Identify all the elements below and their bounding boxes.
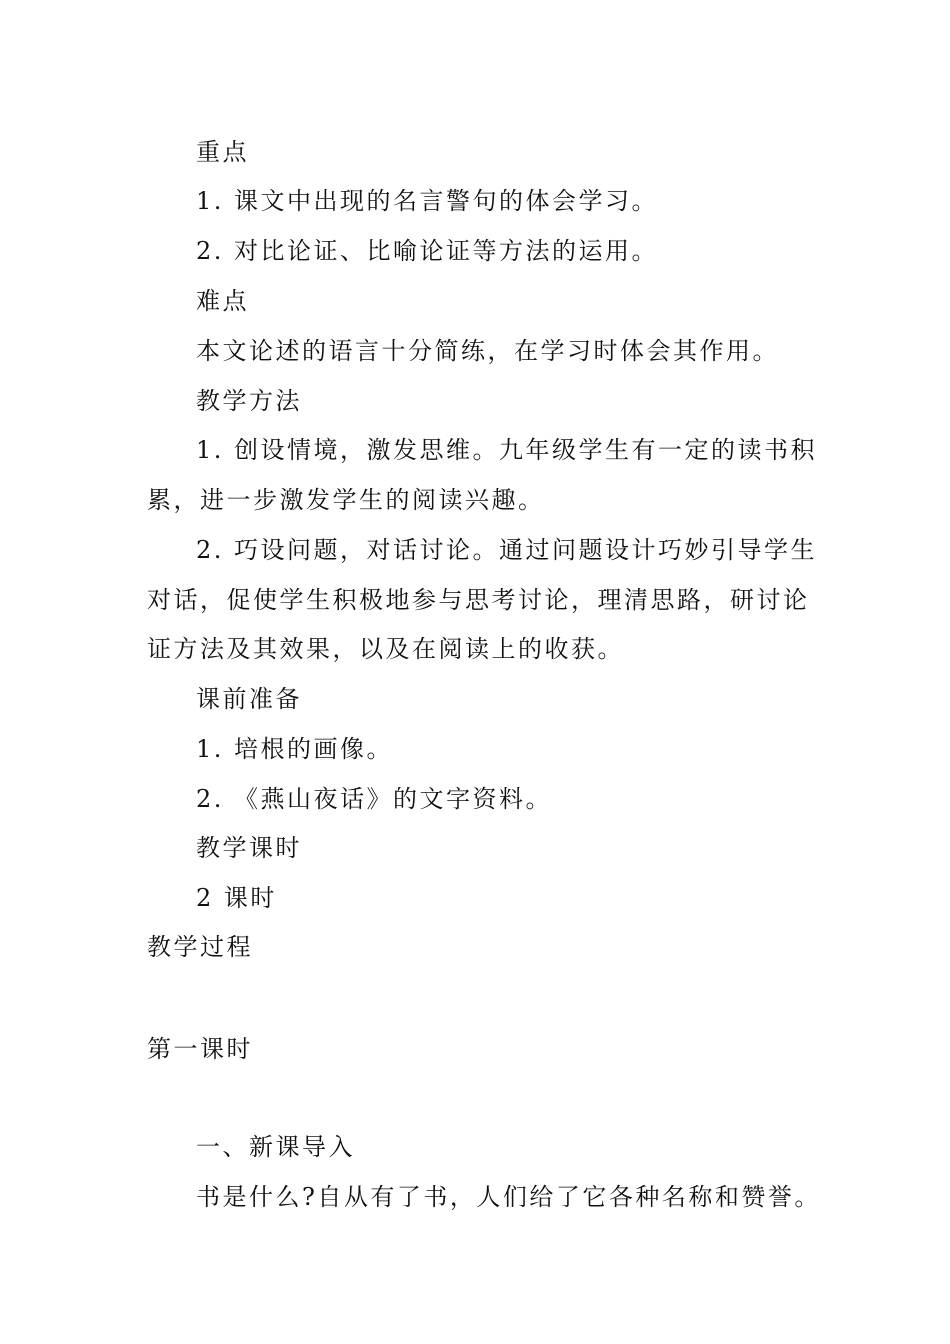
class-hours-value: 2 课时 [196,884,277,912]
section-new-lesson-intro: 一、新课导入 [196,1133,355,1161]
preparation-2: 2. 《燕山夜话》的文字资料。 [196,785,553,813]
heading-key-points: 重点 [196,138,249,166]
intro-paragraph: 书是什么?自从有了书，人们给了它各种名称和赞誉。 [196,1183,821,1211]
key-point-1: 1. 课文中出现的名言警句的体会学习。 [196,187,659,215]
heading-teaching-method: 教学方法 [196,387,302,415]
key-point-2: 2. 对比论证、比喻论证等方法的运用。 [196,237,659,265]
method-2-line-1: 2. 巧设问题，对话讨论。通过问题设计巧妙引导学生 [196,536,818,564]
method-2-line-3: 证方法及其效果，以及在阅读上的收获。 [147,635,624,663]
preparation-1: 1. 培根的画像。 [196,735,394,763]
method-1-line-2: 累，进一步激发学生的阅读兴趣。 [147,486,545,514]
method-1-line-1: 1. 创设情境，激发思维。九年级学生有一定的读书积 [196,436,818,464]
heading-teaching-process: 教学过程 [147,933,253,961]
heading-difficulty: 难点 [196,287,249,315]
difficulty-text: 本文论述的语言十分简练，在学习时体会其作用。 [196,337,779,365]
heading-first-lesson: 第一课时 [147,1035,253,1063]
heading-class-hours: 教学课时 [196,834,302,862]
heading-preparation: 课前准备 [196,685,302,713]
method-2-line-2: 对话，促使学生积极地参与思考讨论，理清思路，研讨论 [147,586,810,614]
